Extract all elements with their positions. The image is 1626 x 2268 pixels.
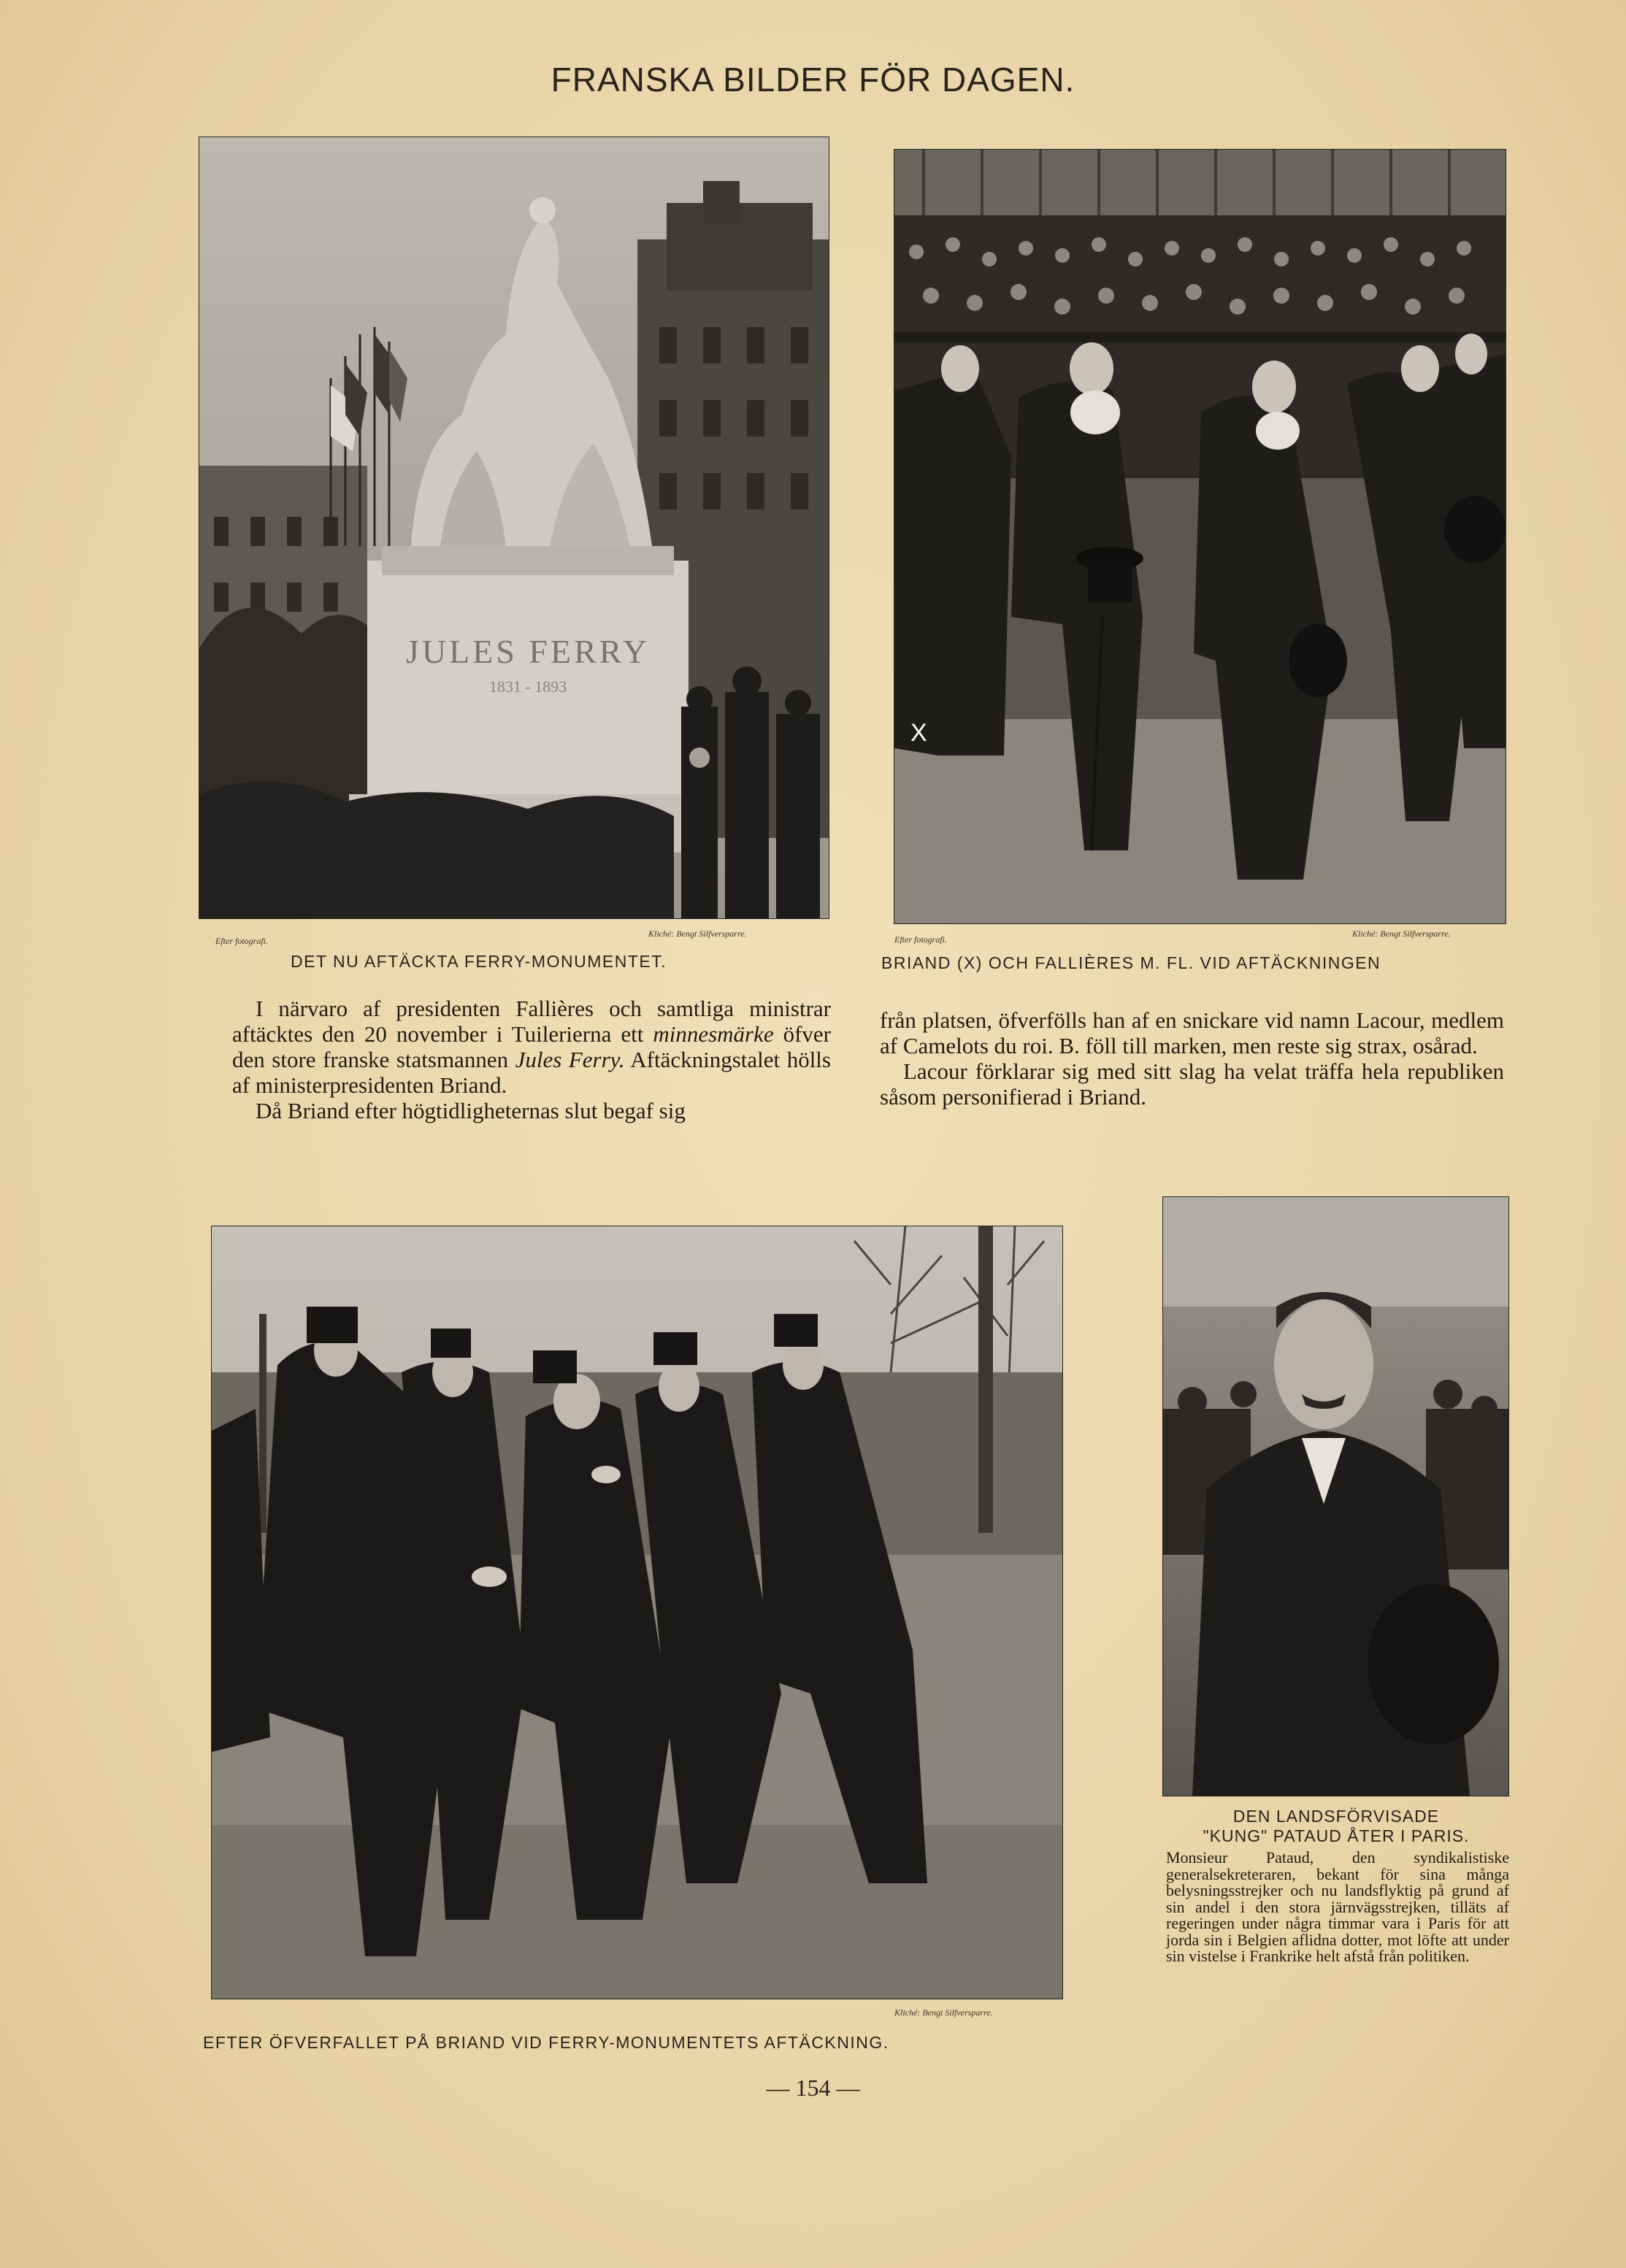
assault-photo-caption: EFTER ÖFVERFALLET PÅ BRIAND VID FERRY-MONUMENTETS AFTÄCKNING. <box>203 2033 889 2052</box>
article-col1-p2: Då Briand efter högtidligheternas slut begaf sig <box>256 1098 686 1123</box>
article-col2-p2: Lacour förklarar sig med sitt slag ha velat träffa hela republiken såsom personifierad i Briand. <box>880 1058 1504 1110</box>
page-title: FRANSKA BILDER FÖR DAGEN. <box>551 61 1075 99</box>
assault-photo <box>212 1226 1062 1999</box>
article-column-1 <box>232 996 831 1123</box>
ferry-photo-credit-right: Kliché: Bengt Silfversparre. <box>648 929 747 939</box>
svg-text:JULES FERRY <box>406 633 650 670</box>
page-number: — 154 — <box>766 2075 860 2101</box>
briand-marker: X <box>910 719 927 747</box>
article-col1-p1-c: Aftäckningstalet hölls af ministerpresidenten Briand. <box>232 1047 831 1098</box>
monument-dates: 1831 - 1893 <box>488 677 567 696</box>
svg-text:1831 - 1893 <box>489 677 567 696</box>
article-col2-p1: från platsen, öfverfölls han af en snickare vid namn Lacour, medlem af Camelots du roi. B. föll till marken, men reste sig strax, osårad. <box>880 1007 1504 1058</box>
pataud-photo <box>1163 1197 1508 1796</box>
ferry-photo-credit-left: Efter fotografi. <box>215 936 268 946</box>
pataud-photo-caption <box>1157 1807 1515 1846</box>
assault-photo-credit-right: Kliché: Bengt Silfversparre. <box>894 2007 993 2018</box>
pataud-caption-line-1: DEN LANDSFÖRVISADE <box>1232 1807 1440 1826</box>
pataud-article: Monsieur Pataud, den syndikalistiske generalsekreteraren, bekant för sina många belysningsstrejker och nu landsflyktig på grund af sin andel i den stora järnvägsstrejken, tilläts af regeringen under några timmar vara i Paris för att jorda sin i Belgien aflidna dotter, mot löfte att under sin vistelse i Frankrike helt afstå från politiken. <box>1166 1848 1509 1965</box>
article-emphasis-name: Jules Ferry. <box>515 1047 625 1072</box>
briand-photo-credit-left: Efter fotografi. <box>894 934 947 945</box>
pataud-caption-line-2: "KUNG" PATAUD ÅTER I PARIS. <box>1203 1826 1470 1845</box>
briand-procession-photo <box>894 150 1506 923</box>
article-col1-p1-b: öfver den store franske statsmannen <box>232 1021 832 1072</box>
article-column-2 <box>880 1007 1504 1110</box>
monument-inscription: JULES FERRY <box>405 633 651 670</box>
article-emphasis-memorial: minnesmärke <box>653 1021 774 1047</box>
briand-photo-credit-right: Kliché: Bengt Silfversparre. <box>1352 929 1451 939</box>
ferry-photo-caption: DET NU AFTÄCKTA FERRY-MONUMENTET. <box>291 952 667 971</box>
briand-photo-caption: BRIAND (X) OCH FALLIÈRES M. FL. VID AFTÄCKNINGEN <box>881 953 1381 972</box>
ferry-monument-photo <box>199 137 829 918</box>
article-col1-p1-a: I närvaro af presidenten Fallières och samtliga ministrar aftäcktes den 20 november i Tuilerierna ett <box>232 996 831 1047</box>
